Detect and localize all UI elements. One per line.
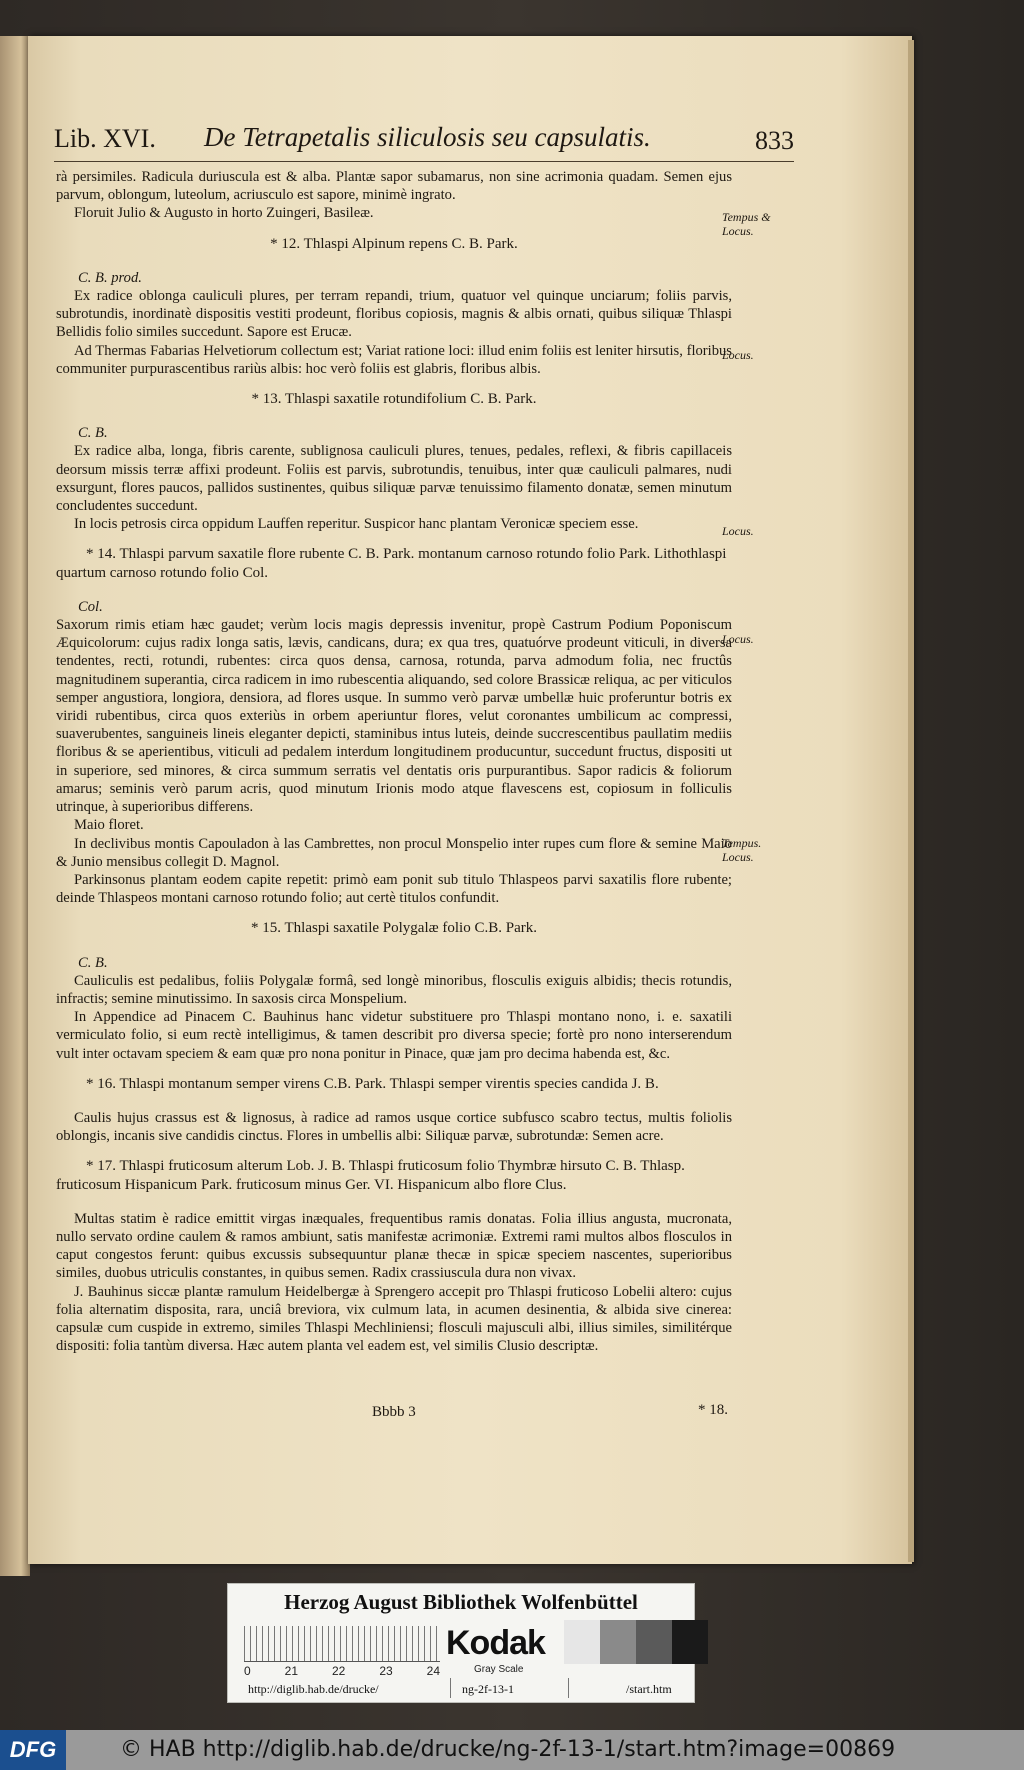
species-heading: * 16. Thlaspi montanum semper virens C.B. Park. Thlaspi semper virentis species candida J. B. <box>86 1075 659 1092</box>
page-fore-edge <box>908 40 914 1562</box>
color-calibration-card <box>227 1583 695 1703</box>
running-title: De Tetrapetalis siliculosis seu capsulatis. <box>204 122 651 152</box>
main-text-column <box>56 168 732 1355</box>
gray-swatch <box>600 1620 636 1664</box>
ruler-number: 0 <box>244 1664 251 1678</box>
gray-swatch <box>636 1620 672 1664</box>
source-citation: C. B. <box>78 954 108 971</box>
ruler-number: 21 <box>284 1664 299 1678</box>
species-heading: * 12. Thlaspi Alpinum repens C. B. Park. <box>270 235 518 252</box>
paragraph: Caulis hujus crassus est & lignosus, à radice ad ramos usque cortice subfusco scabro tectus, multis foliolis oblongis, incanis sive candidis cinctus. Flores in umbellis albi: Siliquæ parvæ, subrotundæ: Semen acre. <box>56 1109 732 1145</box>
dfg-logo: DFG <box>0 1730 66 1770</box>
library-name: Herzog August Bibliothek Wolfenbüttel <box>284 1590 638 1614</box>
paragraph: Maio floret. <box>74 817 144 834</box>
species-heading: * 14. Thlaspi parvum saxatile flore rubente C. B. Park. montanum carnoso rotundo folio Park. Lithothlaspi quartum carnoso rotundo folio Col. <box>56 546 727 581</box>
paragraph: J. Bauhinus siccæ plantæ ramulum Heidelbergæ à Sprengero accepit pro Thlaspi fruticoso Lobelii altero: cujus folia alternatim disposita, rara, unciâ breviora, vix culmum lata, in acumen desinentia, & albida sive cinerea: capsulæ cum cuspide in extremo, similes Thlaspi Mechliniensi; flosculi majusculi albi, illius similes, similitérque dispositi: folia tantùm diversa. Hæc autem planta vel eadem est, vel similis Clusio descriptæ. <box>56 1283 732 1355</box>
scale-ruler <box>244 1626 440 1662</box>
divider <box>450 1678 451 1698</box>
margin-note: Locus. <box>722 348 754 362</box>
paragraph: Cauliculis est pedalibus, foliis Polygalæ formâ, sed longè minoribus, flosculis exiguis albidis; thecis rotundis, infractis; semine minutissimo. In saxosis circa Monspelium. <box>56 972 732 1007</box>
paragraph: Ad Thermas Fabarias Helvetiorum collectum est; Variat ratione loci: illud enim foliis est leniter hirsutis, floribus communiter purpurascentibus rariùs albis: hoc verò foliis est glabris, floribus albis. <box>56 342 732 377</box>
margin-note: Tempus. Locus. <box>722 836 762 864</box>
signature-mark: Bbbb 3 <box>372 1404 416 1420</box>
page-number: 833 <box>755 126 794 155</box>
paragraph: Saxorum rimis etiam hæc gaudet; verùm locis magis depressis invenitur, propè Castrum Podium Poponiscum Æquicolorum: cujus radix longa satis, lævis, candicans, dura; ex qua tres, quatuórve prodeunt viticuli, in diversa tendentes, recti, rotundi, rubentes: circa quos densa, carnosa, rotunda, parva admodum folia, nec fructûs magnitudinem superantia, circa radicem in imo rubescentia aliquando, sed colore Brassicæ reliqua, ac per viticulos semper angustiora, longiora, densiora, ad flores usque. In summo verò parvæ umbellæ huic proferuntur botris ex viridi rubentibus, circa quos exteriùs in orbem aperiuntur flores, velut coronantes umbilicum ac compressi, suaverubentes, sanguineis lineis eleganter depicti, staminibus intus luteis, deinde succrescentibus paullatim mediis floribus & se aperientibus, viticuli ad pedalem interdum longitudinem producuntur, succedunt fructus, dispositi ut in superiore, sed minores, & circa summum serratis vel dentatis oris purpurantibus. Sapor radicis & foliorum amarus; seminis verò parum acris, quod minutum Irionis modo atque flavescens est, copiosum in folliculis utrinque, à superioribus differens. <box>56 617 732 816</box>
paragraph: Ex radice alba, longa, fibris carente, sublignosa cauliculi plures, tenues, pedales, reflexi, & fibris capillaceis deorsum missis terræ affixi prodeunt. Foliis est parvis, subrotundis, tenuibus, inter quæ cauliculi palmares, nudi exsurgunt, flores paucos, pallidos sustinentes, quibus siliquæ parvæ tenuissimo filamento donatæ, semen minutum concludentes succedunt. <box>56 443 732 515</box>
gray-scale-label: Gray Scale <box>474 1664 524 1675</box>
margin-note: Locus. <box>722 632 754 646</box>
paragraph: Multas statim è radice emittit virgas inæquales, frequentibus ramis donatas. Folia illius angusta, mucronata, nullo servato ordine caulem & ramos ambiunt, satis manifestæ acrimoniæ. Extremi rami multos albos flosculos in caput congestos ferunt: quibus excussis subsequuntur planæ thecæ in spicæ speciem nascentes, superioribus similes, duobus utriculis constantes, in quibus semen. Radix crassiuscula dura non vivax. <box>56 1210 732 1282</box>
paragraph: In declivibus montis Capouladon à las Cambrettes, non procul Monspelio inter rupes cum flore & semine Maio & Junio mensibus collegit D. Magnol. <box>56 835 732 870</box>
margin-note: Locus. <box>722 524 754 538</box>
ruler-number: 24 <box>426 1664 440 1678</box>
gray-swatch <box>672 1620 708 1664</box>
credit-link[interactable]: © HAB http://diglib.hab.de/drucke/ng-2f-13-1/start.htm?image=00869 <box>120 1737 896 1762</box>
catchword: * 18. <box>698 1402 728 1418</box>
paragraph: rà persimiles. Radicula duriuscula est & alba. Plantæ sapor subamarus, non sine acrimonia quadam. Semen ejus parvum, oblongum, luteolum, acriusculo est sapore, minimè ingrato. <box>56 169 732 204</box>
species-heading: * 13. Thlaspi saxatile rotundifolium C. B. Park. <box>251 391 537 408</box>
ruler-numbers <box>244 1664 440 1678</box>
ruler-number: 22 <box>331 1664 346 1678</box>
species-heading: * 15. Thlaspi saxatile Polygalæ folio C.B. Park. <box>251 920 537 937</box>
paragraph: In locis petrosis circa oppidum Lauffen reperitur. Suspicor hanc plantam Veronicæ speciem esse. <box>74 516 639 533</box>
shelfmark: ng-2f-13-1 <box>462 1682 514 1696</box>
species-heading: * 17. Thlaspi fruticosum alterum Lob. J. B. Thlaspi fruticosum folio Thymbræ hirsuto C. B. Thlasp. fruticosum Hispanicum Park. fruticosum minus Ger. VI. Hispanicum albo flore Clus. <box>56 1158 685 1193</box>
card-url: http://diglib.hab.de/drucke/ <box>248 1682 379 1696</box>
running-header <box>54 120 794 162</box>
divider <box>568 1678 569 1698</box>
source-citation: Col. <box>78 598 103 615</box>
gray-swatches <box>564 1620 708 1664</box>
paragraph: Ex radice oblonga cauliculi plures, per terram repandi, trium, quatuor vel quinque unciarum; foliis parvis, subrotundis, inordinatè dispositis vestiti prodeunt, floribus copiosis, magnis & albis ornati, quibus siliquæ Thlaspi Bellidis folio similes succedunt. Sapore est Erucæ. <box>56 288 732 341</box>
book-number: Lib. XVI. <box>54 124 156 153</box>
ruler-number: 23 <box>379 1664 393 1678</box>
paragraph: Floruit Julio & Augusto in horto Zuingeri, Basileæ. <box>74 205 374 222</box>
kodak-logo: Kodak <box>446 1624 545 1662</box>
margin-note: Tempus & Locus. <box>722 210 771 238</box>
paragraph: Parkinsonus plantam eodem capite repetit: primò eam ponit sub titulo Thlaspeos parvi saxatilis flore rubente; deinde Thlaspeos montani carnoso rotundo folio; aut certè titulos confundit. <box>56 871 732 907</box>
source-citation: C. B. <box>78 425 108 442</box>
footer-bar <box>0 1730 1024 1770</box>
start-path: /start.htm <box>626 1682 672 1696</box>
paragraph: In Appendice ad Pinacem C. Bauhinus hanc videtur substituere pro Thlaspi montano nono, i. e. saxatili vermiculato folio, si eum rectè intelligimus, & tamen describit pro diversa specie; fortè pro nono interserendum vult inter octavam speciem & eam quæ pro nona ponitur in Pinace, quæ jam pro decima habenda est, &c. <box>56 1009 732 1062</box>
gray-swatch <box>564 1620 600 1664</box>
source-citation: C. B. prod. <box>78 269 142 286</box>
facing-page-edge <box>0 36 30 1576</box>
